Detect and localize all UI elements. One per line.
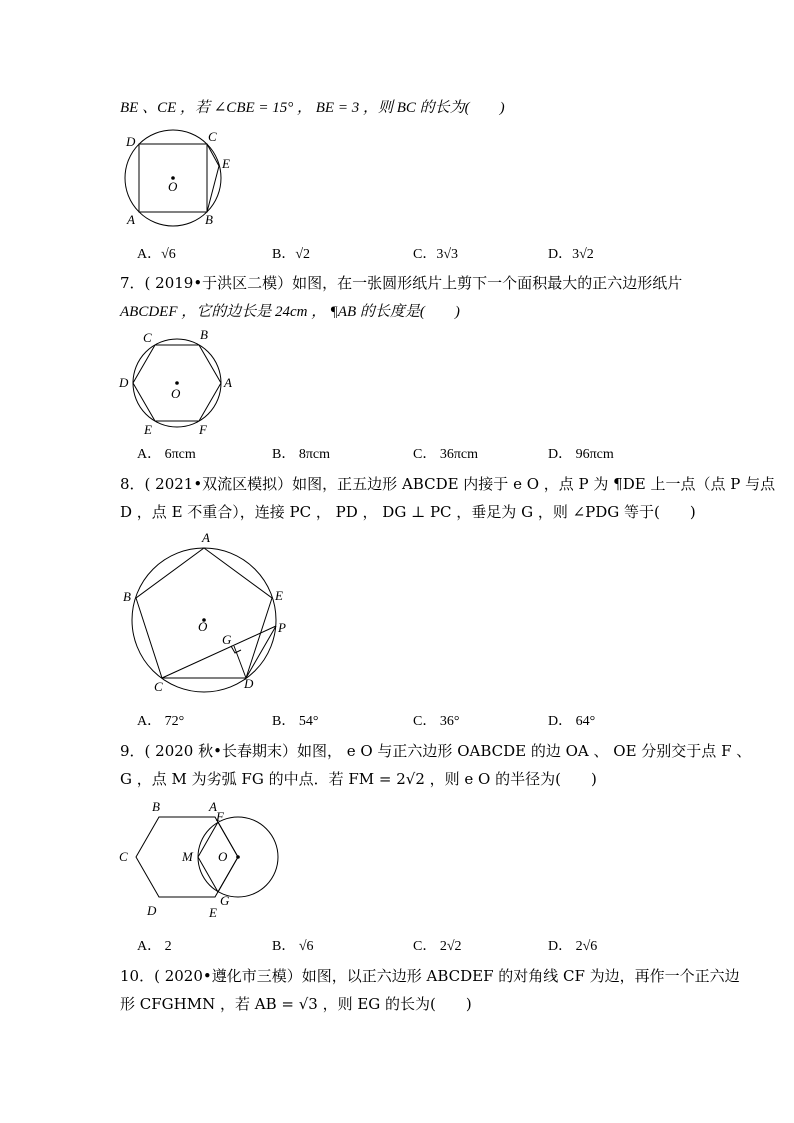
q6-label-B: B (205, 212, 213, 227)
q9-stem-line2: G ，点 M 为劣弧 FG 的中点．若 FM = 2√2 ，则 e O 的半径为( ) (120, 770, 597, 788)
q7-label-B: B (200, 327, 208, 342)
q10-stem-line1: 10．( 2020•遵化市三模）如图，以正六边形 ABCDEF 的对角线 CF 为边，再作一个正六边 (120, 967, 740, 985)
q8-stem-line2: D ，点 E 不重合），连接 PC ， PD ， DG ⊥ PC ，垂足为 G ，则 ∠PDG 等于( ) (120, 503, 696, 521)
q9-label-E: E (209, 905, 217, 920)
q9-label-G: G (220, 893, 230, 908)
q6-label-O: O (168, 179, 178, 194)
q6-option-d[interactable]: D．3√2 (548, 247, 594, 262)
q6-label-D: D (126, 134, 136, 149)
q8-label-P: P (278, 620, 286, 635)
q6-label-C: C (208, 129, 217, 144)
q9-label-O: O (218, 849, 228, 864)
q8-label-B: B (123, 589, 131, 604)
q7-option-c[interactable]: C． 36πcm (413, 447, 479, 462)
q8-option-b[interactable]: B． 54° (272, 714, 319, 729)
q7-option-a[interactable]: A． 6πcm (137, 447, 196, 462)
q7-stem-line1: 7．( 2019•于洪区二模）如图，在一张圆形纸片上剪下一个面积最大的正六边形纸片 (120, 274, 683, 292)
q7-label-D: D (119, 375, 129, 390)
q10-stem-line2: 形 CFGHMN ，若 AB = √3 ，则 EG 的长为( ) (120, 995, 472, 1013)
q6-figure (118, 128, 238, 228)
q9-option-a[interactable]: A． 2 (137, 939, 172, 954)
q9-stem-line1: 9．( 2020 秋•长春期末）如图， e O 与正六边形 OABCDE 的边 OA 、 OE 分别交于点 F 、 (120, 742, 752, 760)
q9-label-A: A (209, 799, 217, 814)
q7-label-A: A (224, 375, 232, 390)
q9-label-M: M (182, 849, 193, 864)
q6-stem: BE 、CE ，若 ∠CBE = 15° ， BE = 3 ，则 BC 的长为( ) (120, 100, 505, 116)
q9-label-F: F (216, 809, 224, 824)
q8-label-A: A (202, 530, 210, 545)
q8-option-a[interactable]: A． 72° (137, 714, 185, 729)
q7-option-b[interactable]: B． 8πcm (272, 447, 331, 462)
q9-figure (116, 794, 286, 924)
q6-option-a[interactable]: A．√6 (137, 247, 176, 262)
q7-label-C: C (143, 330, 152, 345)
q6-label-E: E (222, 156, 230, 171)
q8-stem-line1: 8．( 2021•双流区模拟）如图，正五边形 ABCDE 内接于 e O ，点 P 为 ¶DE 上一点（点 P 与点 (120, 475, 776, 493)
q6-label-A: A (127, 212, 135, 227)
q8-label-E: E (275, 588, 283, 603)
q7-label-E: E (144, 422, 152, 437)
q8-label-C: C (154, 679, 163, 694)
q7-figure (118, 326, 238, 436)
q8-figure (118, 528, 298, 698)
q9-label-C: C (119, 849, 128, 864)
q9-label-B: B (152, 799, 160, 814)
q7-label-F: F (199, 422, 207, 437)
q6-option-b[interactable]: B．√2 (272, 247, 311, 262)
q7-stem-line2: ABCDEF ，它的边长是 24cm ， ¶AB 的长度是( ) (120, 304, 460, 320)
q9-option-d[interactable]: D． 2√6 (548, 939, 598, 954)
q7-label-O: O (171, 386, 181, 401)
q6-option-c[interactable]: C．3√3 (413, 247, 459, 262)
q9-option-b[interactable]: B． √6 (272, 939, 314, 954)
q8-option-c[interactable]: C． 36° (413, 714, 460, 729)
q8-option-d[interactable]: D． 64° (548, 714, 596, 729)
q9-label-D: D (147, 903, 157, 918)
q7-option-d[interactable]: D． 96πcm (548, 447, 614, 462)
q8-label-O: O (198, 619, 208, 634)
q8-label-D: D (244, 676, 254, 691)
q9-option-c[interactable]: C． 2√2 (413, 939, 462, 954)
q8-label-G: G (222, 632, 232, 647)
